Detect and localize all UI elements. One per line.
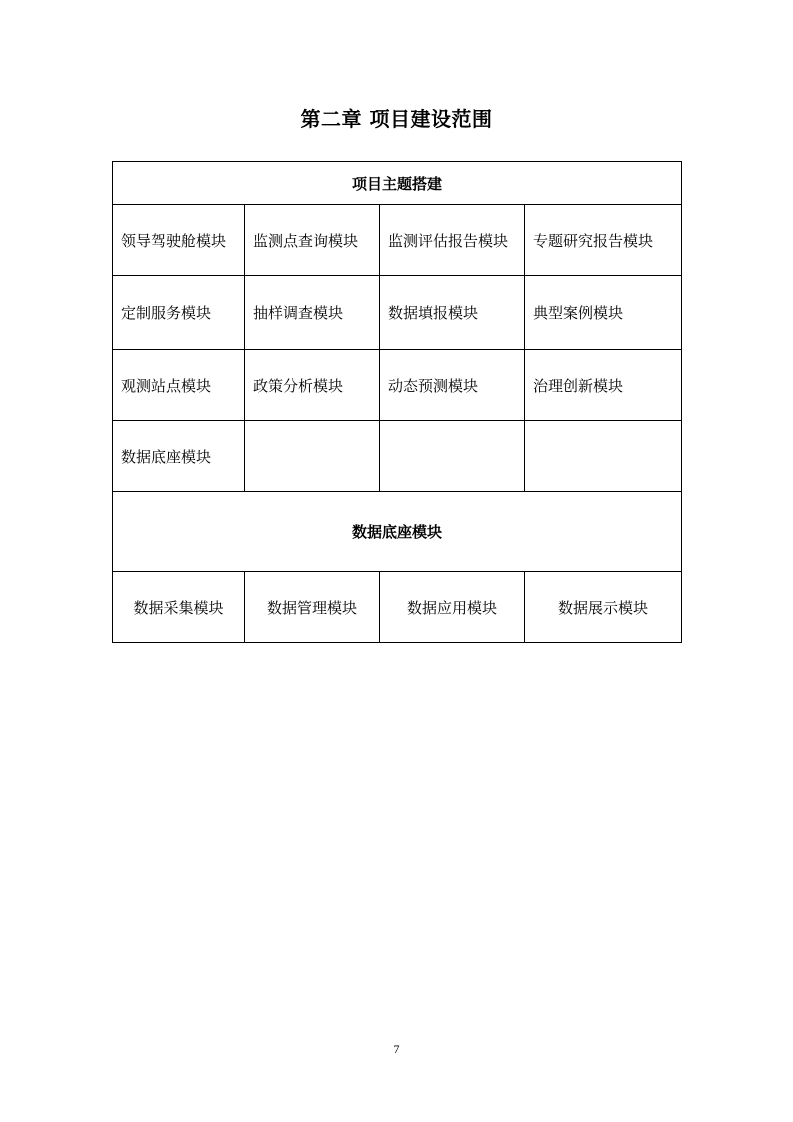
table-cell: 数据采集模块 <box>113 572 245 643</box>
chapter-title: 第二章 项目建设范围 <box>300 107 493 131</box>
table-cell-empty <box>525 421 682 492</box>
table-row <box>113 572 682 643</box>
project-scope-table <box>112 161 682 643</box>
table-cell: 专题研究报告模块 <box>525 205 682 276</box>
table-cell-empty <box>245 421 380 492</box>
table-row <box>113 276 682 350</box>
table-cell: 动态预测模块 <box>380 350 525 421</box>
table-cell: 数据管理模块 <box>245 572 380 643</box>
table-cell: 政策分析模块 <box>245 350 380 421</box>
table-cell: 数据底座模块 <box>113 421 245 492</box>
table-row <box>113 421 682 492</box>
table-row <box>113 205 682 276</box>
table-cell: 典型案例模块 <box>525 276 682 350</box>
table-cell: 定制服务模块 <box>113 276 245 350</box>
table-cell: 领导驾驶舱模块 <box>113 205 245 276</box>
section-title-data-foundation: 数据底座模块 <box>113 492 682 572</box>
table-cell: 抽样调查模块 <box>245 276 380 350</box>
page-number: 7 <box>393 1042 400 1056</box>
table-row <box>113 350 682 421</box>
table-cell: 监测评估报告模块 <box>380 205 525 276</box>
section-header-row <box>113 162 682 205</box>
section-title-project-theme: 项目主题搭建 <box>113 162 682 205</box>
section-header-row <box>113 492 682 572</box>
table-cell: 数据应用模块 <box>380 572 525 643</box>
table-cell: 数据填报模块 <box>380 276 525 350</box>
table-cell: 治理创新模块 <box>525 350 682 421</box>
table-cell: 观测站点模块 <box>113 350 245 421</box>
table-cell: 数据展示模块 <box>525 572 682 643</box>
table-cell: 监测点查询模块 <box>245 205 380 276</box>
table-cell-empty <box>380 421 525 492</box>
